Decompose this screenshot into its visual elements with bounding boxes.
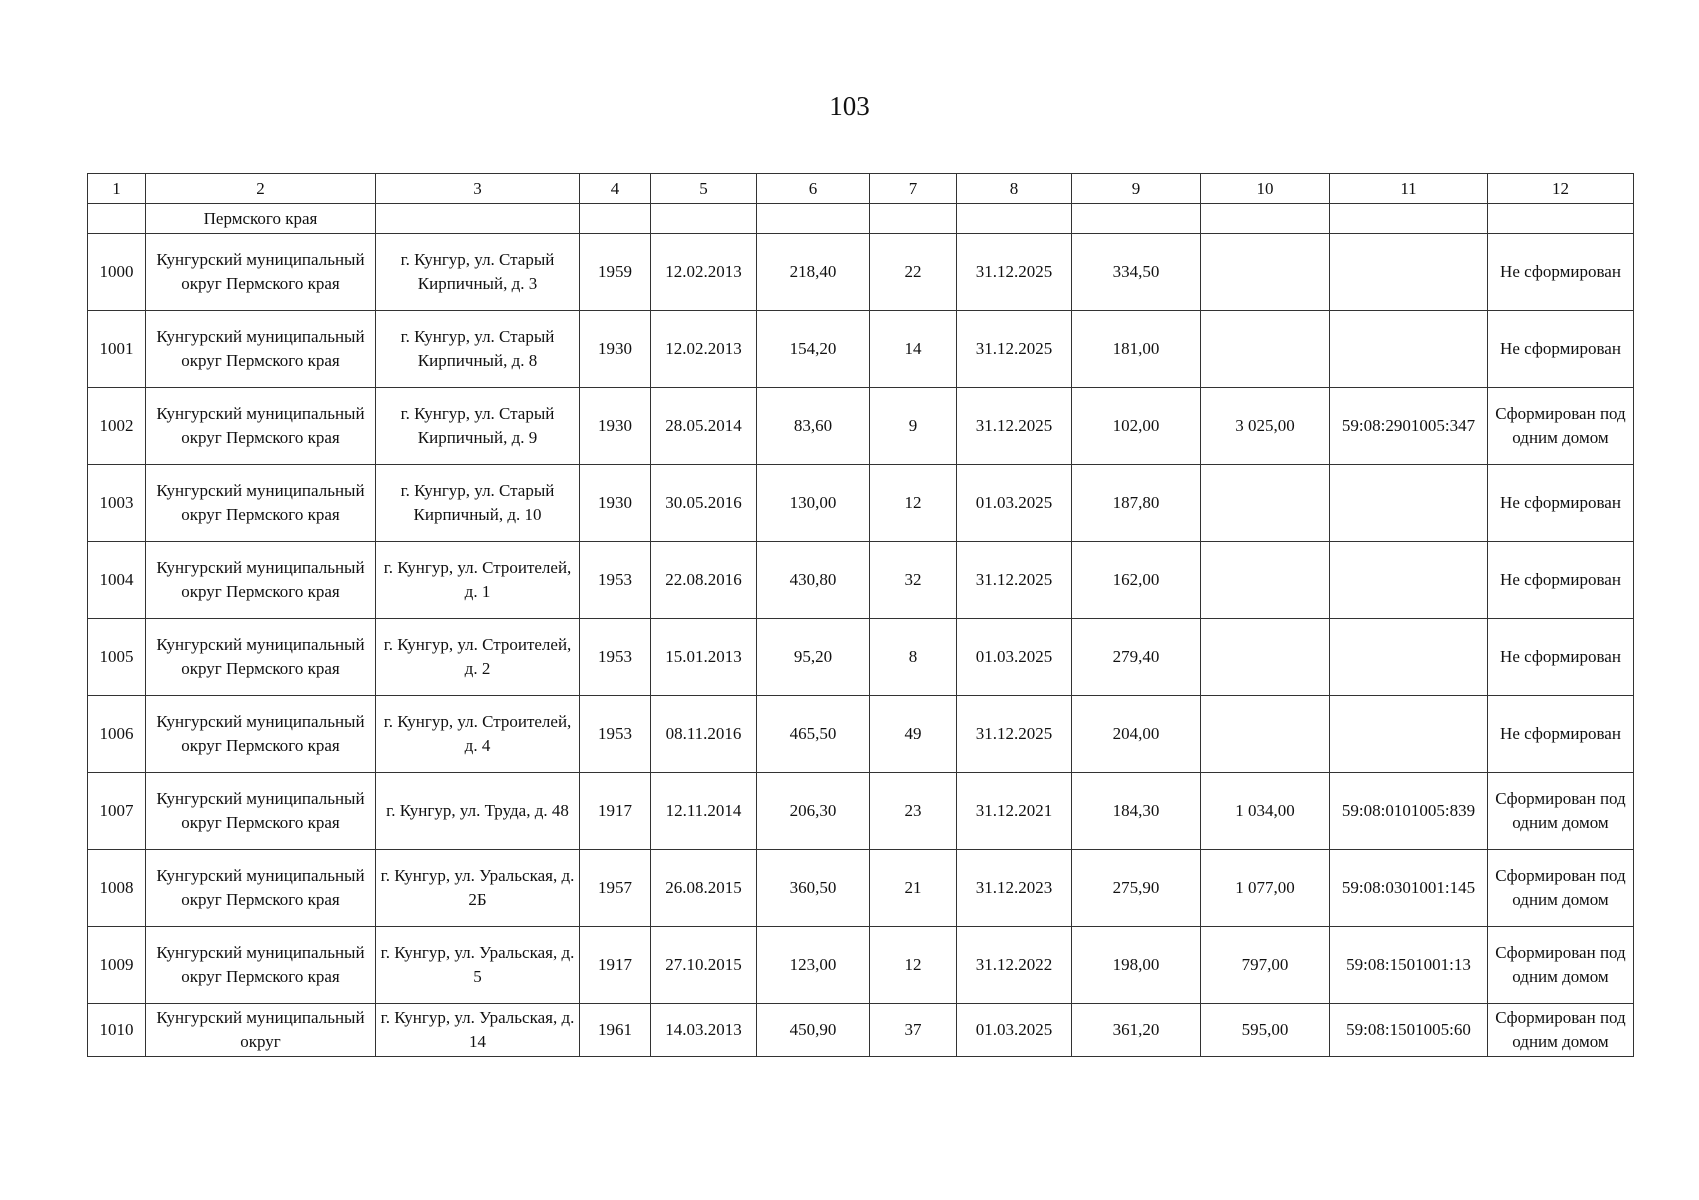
residents-cell: 12 — [870, 927, 957, 1004]
land-area-cell: 3 025,00 — [1201, 388, 1330, 465]
deadline-cell: 31.12.2025 — [957, 234, 1072, 311]
land-status-cell: Не сформирован — [1488, 542, 1634, 619]
row-number-cell: 1004 — [88, 542, 146, 619]
address-cell: г. Кунгур, ул. Уральская, д. 2Б — [376, 850, 580, 927]
row-number-cell: 1002 — [88, 388, 146, 465]
municipality-cell: Кунгурский муниципальный округ Пермского края — [146, 619, 376, 696]
address-cell — [376, 204, 580, 234]
date-cell — [651, 204, 757, 234]
column-number-header: 7 — [870, 174, 957, 204]
table-row — [88, 696, 1634, 773]
column-number-header: 9 — [1072, 174, 1201, 204]
residents-cell: 8 — [870, 619, 957, 696]
municipality-cell: Кунгурский муниципальный округ Пермского края — [146, 234, 376, 311]
date-cell: 12.11.2014 — [651, 773, 757, 850]
deadline-cell: 01.03.2025 — [957, 619, 1072, 696]
land-status-cell: Не сформирован — [1488, 234, 1634, 311]
value-cell: 181,00 — [1072, 311, 1201, 388]
land-status-cell: Сформирован под одним домом — [1488, 1004, 1634, 1057]
value-cell: 334,50 — [1072, 234, 1201, 311]
date-cell: 27.10.2015 — [651, 927, 757, 1004]
area-cell: 83,60 — [757, 388, 870, 465]
cadastral-number-cell — [1330, 465, 1488, 542]
column-number-header: 12 — [1488, 174, 1634, 204]
residents-cell: 49 — [870, 696, 957, 773]
column-number-header: 8 — [957, 174, 1072, 204]
land-status-cell: Сформирован под одним домом — [1488, 773, 1634, 850]
date-cell: 15.01.2013 — [651, 619, 757, 696]
year-cell: 1953 — [580, 542, 651, 619]
address-cell: г. Кунгур, ул. Старый Кирпичный, д. 10 — [376, 465, 580, 542]
deadline-cell: 01.03.2025 — [957, 465, 1072, 542]
year-cell: 1930 — [580, 465, 651, 542]
residents-cell: 12 — [870, 465, 957, 542]
value-cell: 361,20 — [1072, 1004, 1201, 1057]
row-number-cell: 1000 — [88, 234, 146, 311]
table-row — [88, 311, 1634, 388]
column-numbers-row — [88, 174, 1634, 204]
area-cell: 206,30 — [757, 773, 870, 850]
land-area-cell: 1 034,00 — [1201, 773, 1330, 850]
row-number-cell — [88, 204, 146, 234]
year-cell: 1917 — [580, 773, 651, 850]
cadastral-number-cell — [1330, 204, 1488, 234]
column-number-header: 2 — [146, 174, 376, 204]
year-cell: 1953 — [580, 619, 651, 696]
municipality-cell: Кунгурский муниципальный округ Пермского края — [146, 773, 376, 850]
deadline-cell: 31.12.2025 — [957, 311, 1072, 388]
address-cell: г. Кунгур, ул. Строителей, д. 1 — [376, 542, 580, 619]
deadline-cell: 31.12.2022 — [957, 927, 1072, 1004]
date-cell: 12.02.2013 — [651, 311, 757, 388]
land-status-cell: Сформирован под одним домом — [1488, 388, 1634, 465]
municipality-cell: Кунгурский муниципальный округ Пермского края — [146, 542, 376, 619]
row-number-cell: 1005 — [88, 619, 146, 696]
table-row — [88, 234, 1634, 311]
area-cell: 130,00 — [757, 465, 870, 542]
residents-cell: 21 — [870, 850, 957, 927]
cadastral-number-cell: 59:08:1501005:60 — [1330, 1004, 1488, 1057]
date-cell: 08.11.2016 — [651, 696, 757, 773]
land-status-cell: Сформирован под одним домом — [1488, 850, 1634, 927]
year-cell: 1957 — [580, 850, 651, 927]
housing-registry-table — [87, 173, 1634, 1057]
deadline-cell: 31.12.2023 — [957, 850, 1072, 927]
date-cell: 22.08.2016 — [651, 542, 757, 619]
year-cell: 1917 — [580, 927, 651, 1004]
deadline-cell: 01.03.2025 — [957, 1004, 1072, 1057]
land-area-cell — [1201, 204, 1330, 234]
municipality-cell: Пермского края — [146, 204, 376, 234]
table-row — [88, 1004, 1634, 1057]
row-number-cell: 1003 — [88, 465, 146, 542]
address-cell: г. Кунгур, ул. Строителей, д. 2 — [376, 619, 580, 696]
land-area-cell — [1201, 619, 1330, 696]
land-area-cell — [1201, 542, 1330, 619]
year-cell: 1959 — [580, 234, 651, 311]
cadastral-number-cell — [1330, 542, 1488, 619]
area-cell: 95,20 — [757, 619, 870, 696]
residents-cell: 9 — [870, 388, 957, 465]
value-cell: 184,30 — [1072, 773, 1201, 850]
cadastral-number-cell: 59:08:2901005:347 — [1330, 388, 1488, 465]
date-cell: 12.02.2013 — [651, 234, 757, 311]
municipality-cell: Кунгурский муниципальный округ Пермского края — [146, 465, 376, 542]
land-area-cell — [1201, 465, 1330, 542]
address-cell: г. Кунгур, ул. Уральская, д. 5 — [376, 927, 580, 1004]
municipality-cell: Кунгурский муниципальный округ Пермского края — [146, 696, 376, 773]
residents-cell — [870, 204, 957, 234]
year-cell: 1930 — [580, 311, 651, 388]
row-number-cell: 1009 — [88, 927, 146, 1004]
column-number-header: 10 — [1201, 174, 1330, 204]
municipality-cell: Кунгурский муниципальный округ — [146, 1004, 376, 1057]
deadline-cell: 31.12.2025 — [957, 696, 1072, 773]
residents-cell: 22 — [870, 234, 957, 311]
row-number-cell: 1006 — [88, 696, 146, 773]
table-row — [88, 850, 1634, 927]
residents-cell: 23 — [870, 773, 957, 850]
residents-cell: 14 — [870, 311, 957, 388]
value-cell: 187,80 — [1072, 465, 1201, 542]
address-cell: г. Кунгур, ул. Уральская, д. 14 — [376, 1004, 580, 1057]
land-status-cell — [1488, 204, 1634, 234]
column-number-header: 3 — [376, 174, 580, 204]
land-status-cell: Сформирован под одним домом — [1488, 927, 1634, 1004]
row-number-cell: 1001 — [88, 311, 146, 388]
year-cell: 1961 — [580, 1004, 651, 1057]
continuation-row — [88, 204, 1634, 234]
value-cell: 162,00 — [1072, 542, 1201, 619]
year-cell — [580, 204, 651, 234]
table-body — [88, 174, 1634, 1057]
year-cell: 1930 — [580, 388, 651, 465]
column-number-header: 6 — [757, 174, 870, 204]
area-cell: 123,00 — [757, 927, 870, 1004]
value-cell: 275,90 — [1072, 850, 1201, 927]
area-cell: 218,40 — [757, 234, 870, 311]
date-cell: 28.05.2014 — [651, 388, 757, 465]
address-cell: г. Кунгур, ул. Старый Кирпичный, д. 8 — [376, 311, 580, 388]
area-cell: 465,50 — [757, 696, 870, 773]
land-area-cell: 1 077,00 — [1201, 850, 1330, 927]
table-row — [88, 773, 1634, 850]
cadastral-number-cell: 59:08:0101005:839 — [1330, 773, 1488, 850]
table-row — [88, 388, 1634, 465]
date-cell: 30.05.2016 — [651, 465, 757, 542]
row-number-cell: 1008 — [88, 850, 146, 927]
cadastral-number-cell: 59:08:0301001:145 — [1330, 850, 1488, 927]
land-area-cell — [1201, 311, 1330, 388]
municipality-cell: Кунгурский муниципальный округ Пермского края — [146, 927, 376, 1004]
municipality-cell: Кунгурский муниципальный округ Пермского края — [146, 311, 376, 388]
date-cell: 26.08.2015 — [651, 850, 757, 927]
municipality-cell: Кунгурский муниципальный округ Пермского края — [146, 850, 376, 927]
cadastral-number-cell — [1330, 696, 1488, 773]
deadline-cell: 31.12.2025 — [957, 388, 1072, 465]
address-cell: г. Кунгур, ул. Строителей, д. 4 — [376, 696, 580, 773]
cadastral-number-cell — [1330, 619, 1488, 696]
area-cell: 360,50 — [757, 850, 870, 927]
table-row — [88, 927, 1634, 1004]
column-number-header: 1 — [88, 174, 146, 204]
area-cell: 430,80 — [757, 542, 870, 619]
cadastral-number-cell: 59:08:1501001:13 — [1330, 927, 1488, 1004]
value-cell: 198,00 — [1072, 927, 1201, 1004]
land-status-cell: Не сформирован — [1488, 465, 1634, 542]
table-row — [88, 465, 1634, 542]
residents-cell: 32 — [870, 542, 957, 619]
land-area-cell: 797,00 — [1201, 927, 1330, 1004]
land-area-cell: 595,00 — [1201, 1004, 1330, 1057]
area-cell: 450,90 — [757, 1004, 870, 1057]
address-cell: г. Кунгур, ул. Старый Кирпичный, д. 9 — [376, 388, 580, 465]
residents-cell: 37 — [870, 1004, 957, 1057]
date-cell: 14.03.2013 — [651, 1004, 757, 1057]
municipality-cell: Кунгурский муниципальный округ Пермского края — [146, 388, 376, 465]
value-cell: 204,00 — [1072, 696, 1201, 773]
column-number-header: 11 — [1330, 174, 1488, 204]
column-number-header: 5 — [651, 174, 757, 204]
area-cell — [757, 204, 870, 234]
table-row — [88, 619, 1634, 696]
address-cell: г. Кунгур, ул. Старый Кирпичный, д. 3 — [376, 234, 580, 311]
value-cell: 279,40 — [1072, 619, 1201, 696]
value-cell: 102,00 — [1072, 388, 1201, 465]
land-status-cell: Не сформирован — [1488, 311, 1634, 388]
area-cell: 154,20 — [757, 311, 870, 388]
value-cell — [1072, 204, 1201, 234]
table-row — [88, 542, 1634, 619]
land-area-cell — [1201, 696, 1330, 773]
year-cell: 1953 — [580, 696, 651, 773]
cadastral-number-cell — [1330, 234, 1488, 311]
deadline-cell: 31.12.2021 — [957, 773, 1072, 850]
deadline-cell: 31.12.2025 — [957, 542, 1072, 619]
column-number-header: 4 — [580, 174, 651, 204]
land-area-cell — [1201, 234, 1330, 311]
row-number-cell: 1010 — [88, 1004, 146, 1057]
row-number-cell: 1007 — [88, 773, 146, 850]
land-status-cell: Не сформирован — [1488, 696, 1634, 773]
address-cell: г. Кунгур, ул. Труда, д. 48 — [376, 773, 580, 850]
page-number: 103 — [829, 91, 870, 121]
land-status-cell: Не сформирован — [1488, 619, 1634, 696]
deadline-cell — [957, 204, 1072, 234]
cadastral-number-cell — [1330, 311, 1488, 388]
